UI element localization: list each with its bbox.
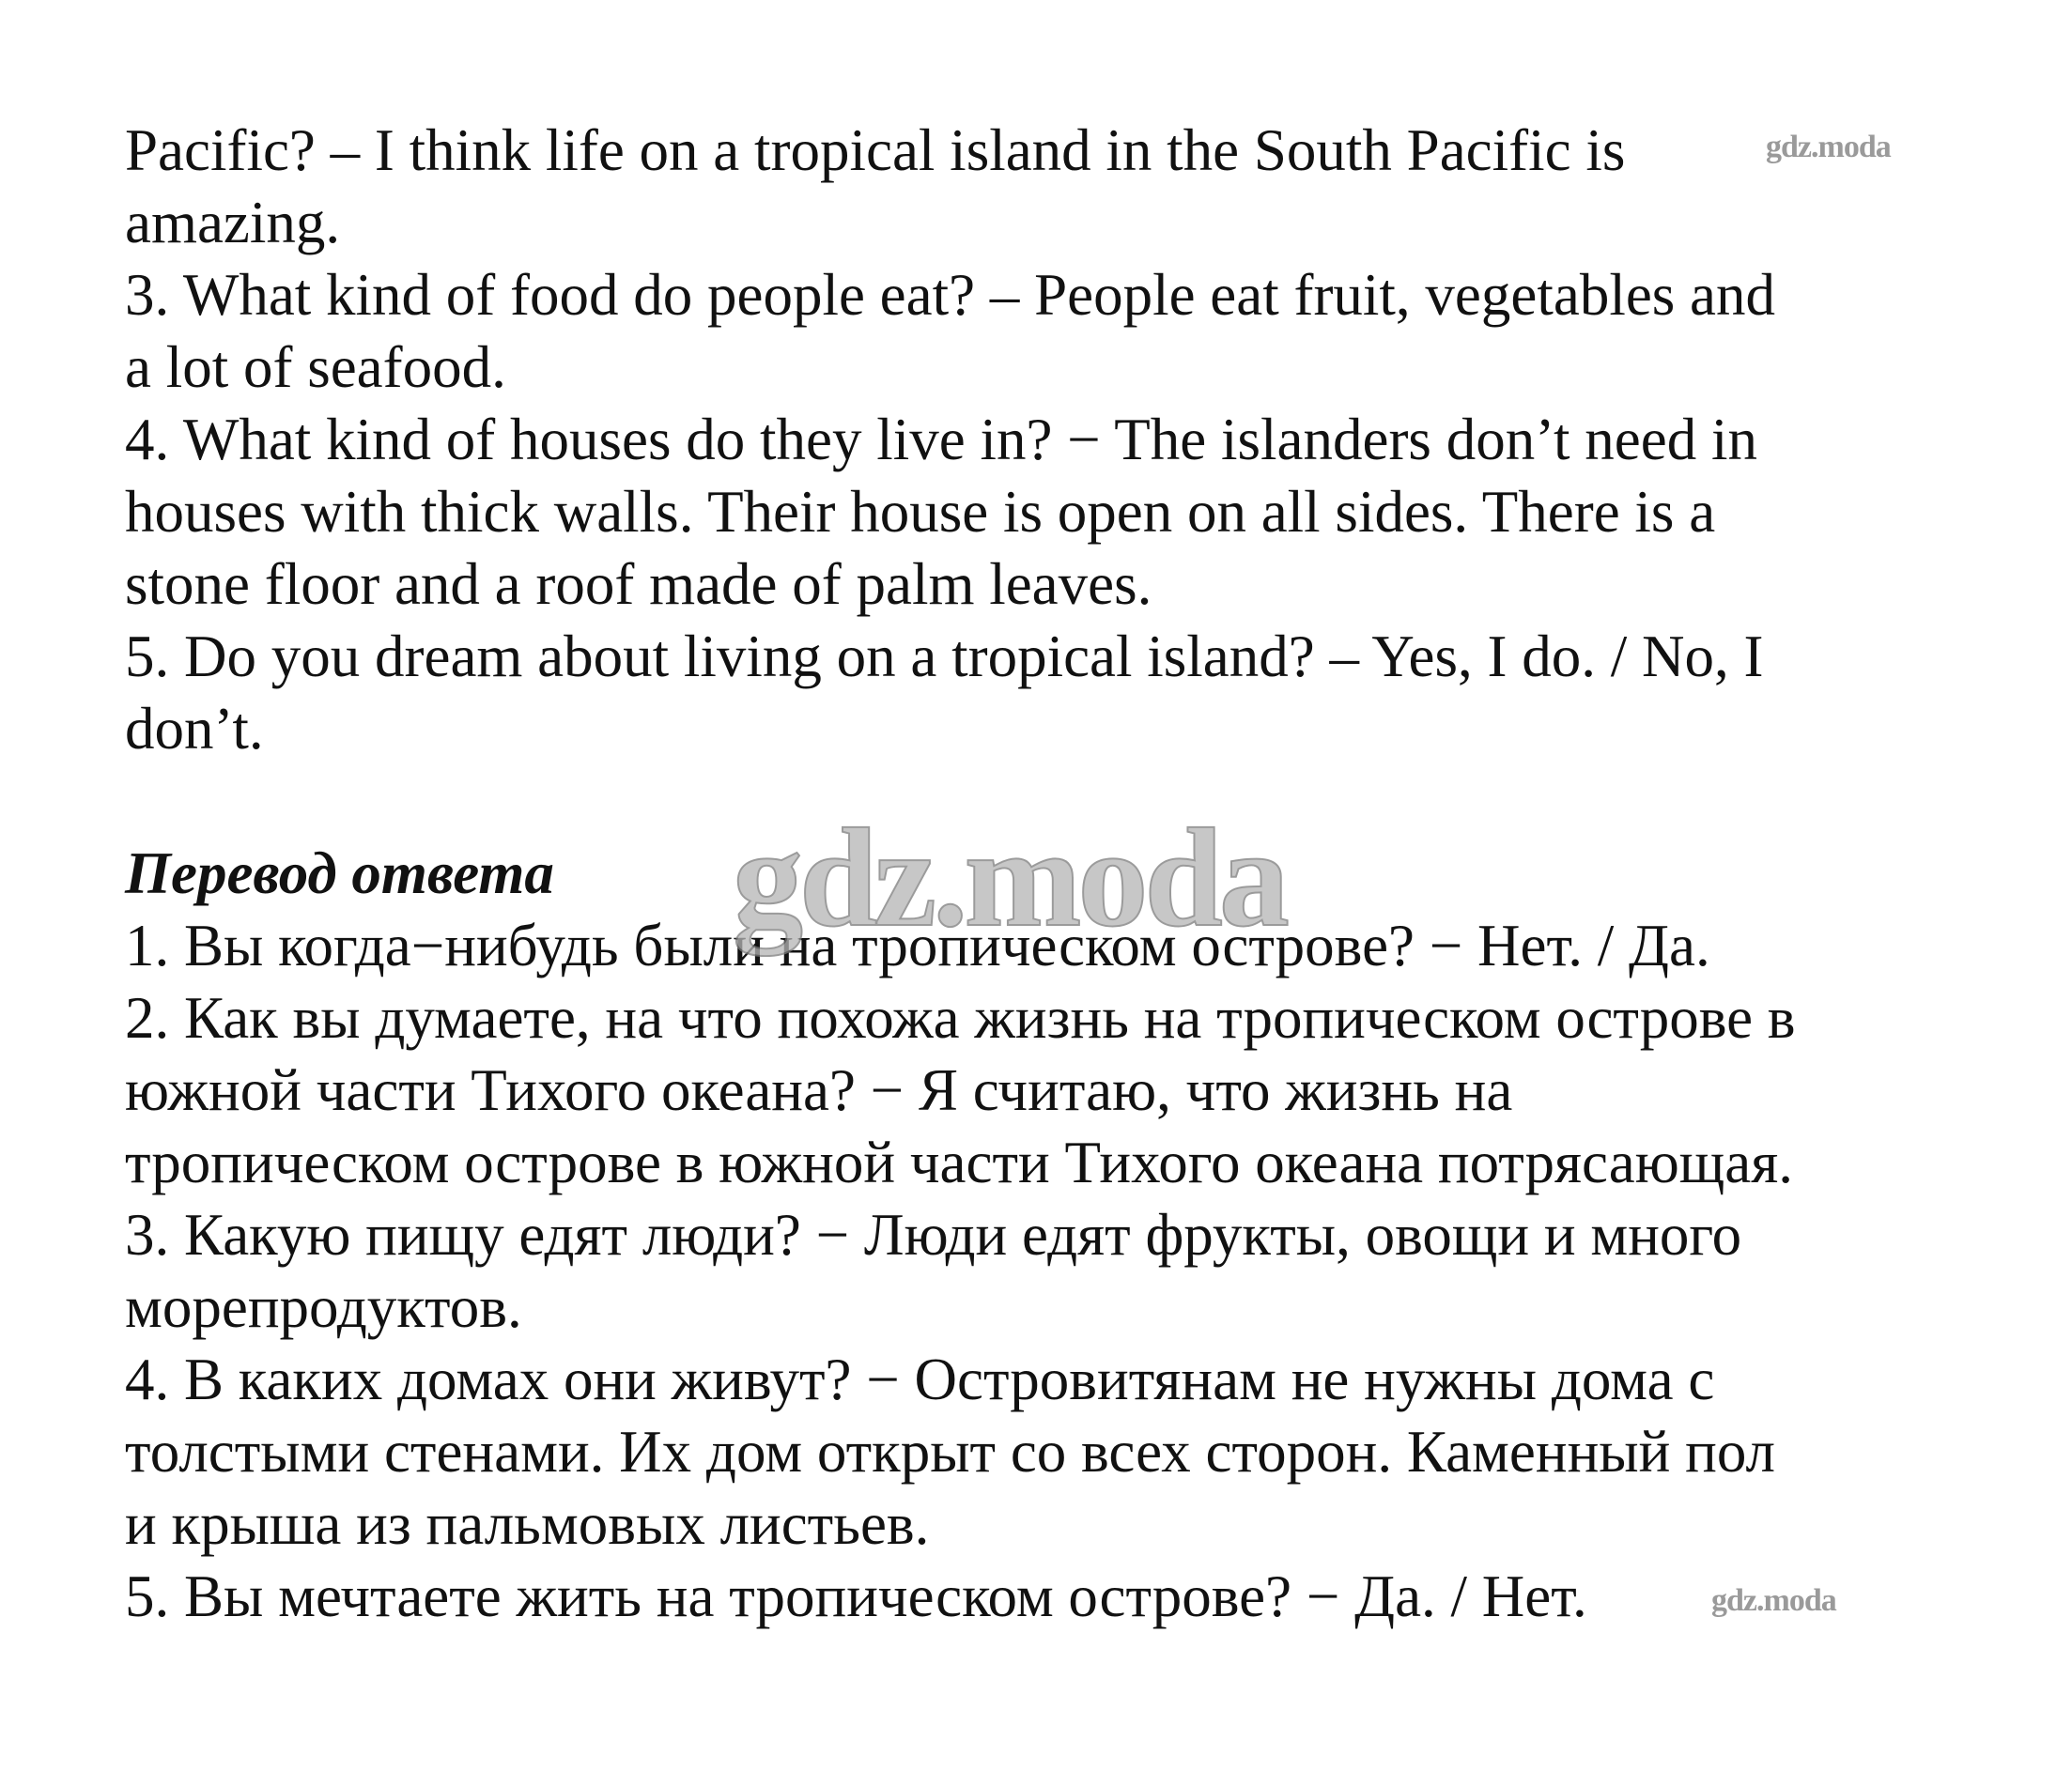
russian-line: морепродуктов. — [125, 1274, 522, 1340]
english-line: 4. What kind of houses do they live in? − The islanders don’t need in — [125, 407, 1757, 472]
english-line: houses with thick walls. Their house is open on all sides. There is a — [125, 479, 1716, 545]
russian-line: тропическом острове в южной части Тихого океана потрясающая. — [125, 1130, 1793, 1195]
watermark-large: gdz.moda — [733, 800, 1286, 956]
russian-line: 5. Вы мечтаете жить на тропическом острове? − Да. / Нет. — [125, 1563, 1587, 1629]
english-line: Pacific? – I think life on a tropical island in the South Pacific is — [125, 117, 1626, 183]
english-line: a lot of seafood. — [125, 334, 506, 400]
watermark-small-bottom: gdz.moda — [1711, 1583, 1836, 1618]
english-line: stone floor and a roof made of palm leaves. — [125, 551, 1152, 617]
english-line: amazing. — [125, 190, 341, 255]
english-line: don’t. — [125, 696, 264, 762]
russian-line: 4. В каких домах они живут? − Островитянам не нужны дома с — [125, 1347, 1715, 1412]
english-line: 3. What kind of food do people eat? – People eat fruit, vegetables and — [125, 262, 1776, 328]
translation-heading: Перевод ответа — [125, 840, 554, 906]
russian-line: и крыша из пальмовых листьев. — [125, 1491, 930, 1557]
russian-line: южной части Тихого океана? − Я считаю, что жизнь на — [125, 1057, 1513, 1123]
russian-line: 2. Как вы думаете, на что похожа жизнь на тропическом острове в — [125, 985, 1796, 1051]
watermark-small-top: gdz.moda — [1766, 130, 1891, 164]
russian-line: толстыми стенами. Их дом открыт со всех сторон. Каменный пол — [125, 1419, 1775, 1485]
russian-line: 1. Вы когда−нибудь были на тропическом острове? − Нет. / Да. — [125, 913, 1710, 978]
english-line: 5. Do you dream about living on a tropical island? – Yes, I do. / No, I — [125, 624, 1764, 689]
russian-line: 3. Какую пищу едят люди? − Люди едят фрукты, овощи и много — [125, 1202, 1742, 1268]
